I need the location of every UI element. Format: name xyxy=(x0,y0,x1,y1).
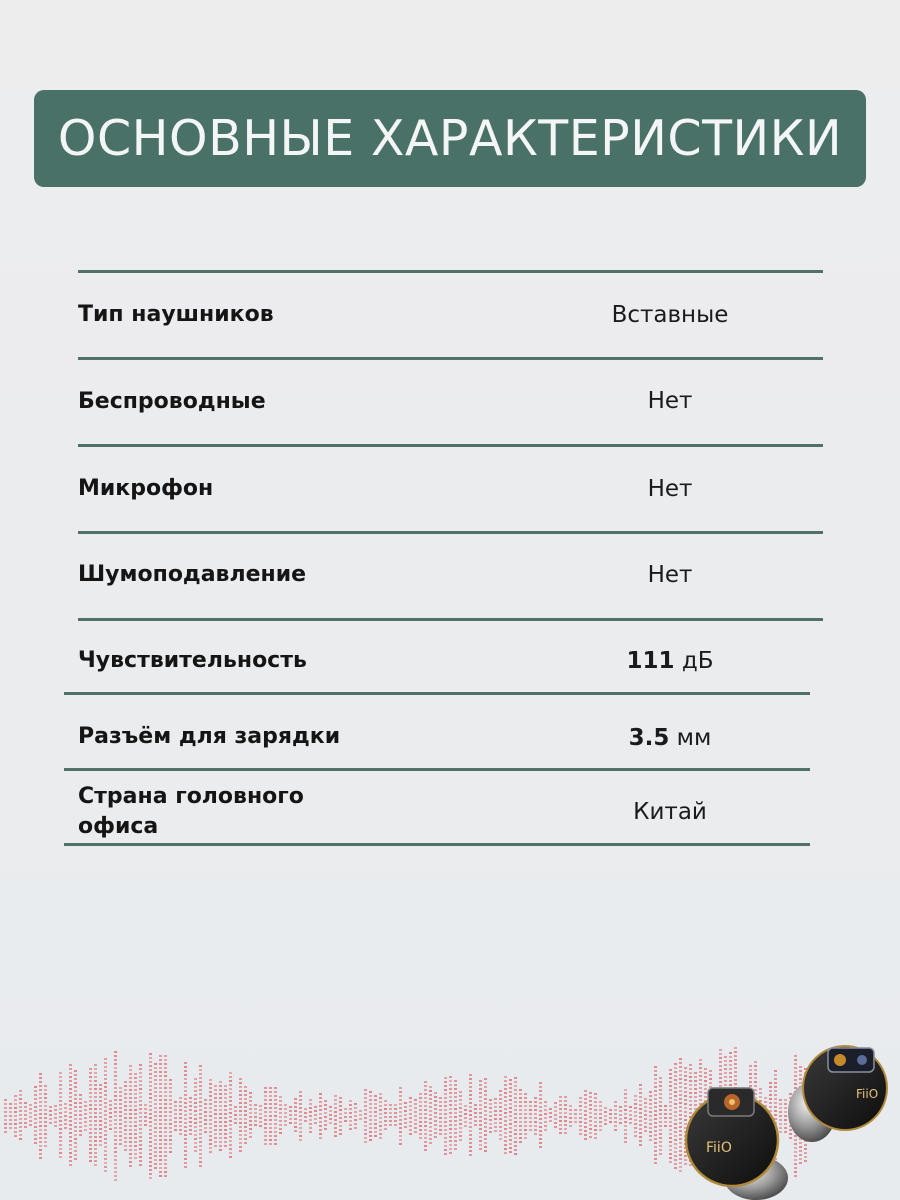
table-divider xyxy=(78,270,823,273)
table-divider xyxy=(78,357,823,360)
spec-label: Тип наушников xyxy=(78,302,274,327)
spec-unit: мм xyxy=(676,725,712,751)
spec-label: Разъём для зарядки xyxy=(78,724,341,749)
spec-number: 3.5 xyxy=(628,725,670,751)
brand-logo: FiiO xyxy=(706,1140,732,1156)
header-banner xyxy=(34,90,866,187)
spec-label: Чувствительность xyxy=(78,648,307,673)
spec-value: Китай xyxy=(633,799,707,825)
spec-value: Нет xyxy=(647,476,693,502)
spec-label: Микрофон xyxy=(78,476,214,501)
spec-label: Беспроводные xyxy=(78,389,266,414)
spec-value-with-unit xyxy=(570,646,770,676)
spec-label: Страна головного офиса xyxy=(78,784,304,839)
table-divider xyxy=(78,444,823,447)
spec-value: Вставные xyxy=(611,302,729,328)
spec-value: Нет xyxy=(647,562,693,588)
page-title: ОСНОВНЫЕ ХАРАКТЕРИСТИКИ xyxy=(57,110,843,167)
table-divider xyxy=(78,618,823,621)
spec-label: Шумоподавление xyxy=(78,562,307,587)
table-divider xyxy=(64,692,810,695)
spec-number: 111 xyxy=(626,648,675,674)
spec-value-with-unit xyxy=(570,723,770,753)
spec-unit: дБ xyxy=(681,648,714,674)
brand-logo: FiiO xyxy=(856,1087,879,1101)
in-ear-earphones-image xyxy=(680,1040,900,1200)
spec-value: Нет xyxy=(647,388,693,414)
table-divider xyxy=(64,768,810,771)
table-divider xyxy=(78,531,823,534)
table-divider xyxy=(64,843,810,846)
